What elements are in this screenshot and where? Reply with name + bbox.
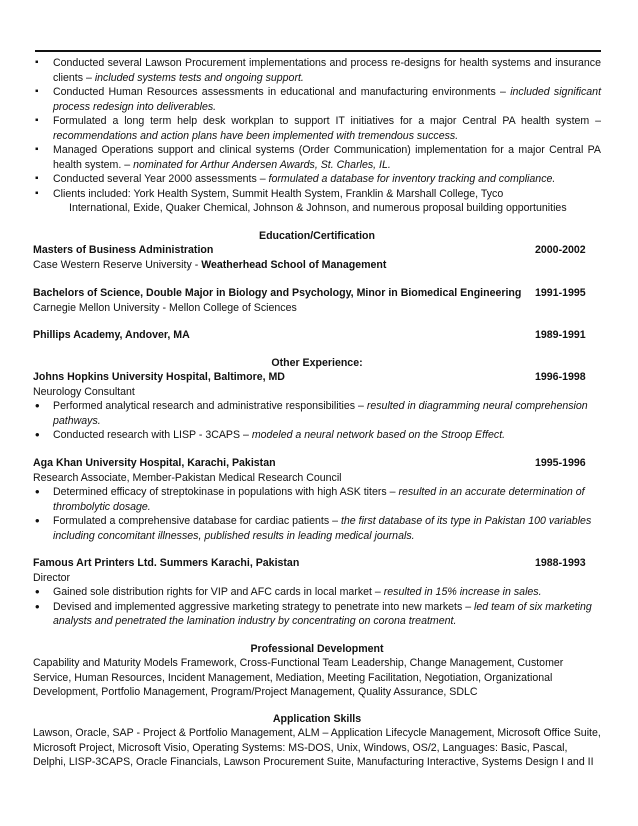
job-years: 1988-1993: [535, 557, 586, 569]
list-item: • Formulated a comprehensive database for cardiac patients – the first database of its type in Pakistan 100 variables including concomitant illnesses, published results in leading medical journals.: [33, 514, 601, 543]
professional-development-text: Capability and Maturity Models Framework, Cross-Functional Team Leadership, Change Management, Customer Service, Human Resources, Incident Management, Mediation, Meeting Facilitation, Negotiation, Organizational Development, Portfolio Management, Program/Project Management, Quality Assurance, SDLC: [33, 657, 564, 698]
professional-development-heading: Professional Development: [250, 643, 384, 655]
job-years: 1995-1996: [535, 457, 586, 469]
list-item: ▪ Formulated a long term help desk workplan to support IT initiatives for a major Central PA health system – recommendations and action plans have been implemented with tremendous success.: [33, 114, 601, 143]
list-item: ▪ Managed Operations support and clinical systems (Order Communication) implementation for a major Central PA health system. – nominated for Arthur Andersen Awards, St. Charles, IL.: [33, 143, 601, 172]
employer-name: Famous Art Printers Ltd. Summers Karachi, Pakistan: [33, 557, 300, 569]
school-line: Case Western Reserve University - Weatherhead School of Management: [33, 258, 387, 271]
job-bullets: [33, 485, 601, 543]
degree-title: Masters of Business Administration: [33, 244, 214, 256]
list-item: • Devised and implemented aggressive marketing strategy to penetrate into new markets – led team of six marketing analysts and penetrated the lamination industry by concentrating on corona treatment.: [33, 600, 601, 629]
job-johns-hopkins: [33, 370, 601, 443]
job-role: Research Associate, Member-Pakistan Medical Research Council: [33, 471, 342, 484]
clients-item: ▪ Clients included: York Health System, Summit Health System, Franklin & Marshall College, Tyco International, Exide, Quaker Chemical, Johnson & Johnson, and numerous proposal building opportunities: [33, 187, 601, 216]
header-rule: [35, 50, 601, 52]
list-item: ▪ Conducted Human Resources assessments in educational and manufacturing environments – included significant process redesign into deliverables.: [33, 85, 601, 114]
school-line: Carnegie Mellon University - Mellon College of Sciences: [33, 301, 297, 314]
other-experience-heading: Other Experience:: [271, 357, 363, 369]
list-item: ▪ Conducted several Year 2000 assessments – formulated a database for inventory tracking and compliance.: [33, 172, 601, 187]
education-entry-bs: [33, 286, 601, 315]
job-bullets: [33, 585, 601, 629]
job-famous-art-printers: [33, 556, 601, 629]
education-entry-academy: [33, 328, 601, 343]
degree-title: Phillips Academy, Andover, MA: [33, 329, 190, 341]
education-entry-mba: [33, 243, 601, 272]
job-role: Director: [33, 571, 71, 584]
degree-years: 1991-1995: [535, 287, 586, 299]
job-aga-khan: [33, 456, 601, 543]
job-years: 1996-1998: [535, 371, 586, 383]
application-skills-heading: Application Skills: [272, 713, 362, 725]
experience-bullet-list: [33, 56, 601, 216]
employer-name: Johns Hopkins University Hospital, Baltimore, MD: [33, 371, 285, 383]
list-item: ▪ Conducted several Lawson Procurement implementations and process re-designs for health systems and insurance clients – included systems tests and ongoing support.: [33, 56, 601, 85]
employer-name: Aga Khan University Hospital, Karachi, Pakistan: [33, 457, 276, 469]
degree-years: 2000-2002: [535, 244, 586, 256]
education-heading: Education/Certification: [259, 230, 375, 242]
list-item: • Determined efficacy of streptokinase in populations with high ASK titers – resulted in an accurate determination of thrombolytic dosage.: [33, 485, 601, 514]
list-item: • Performed analytical research and administrative responsibilities – resulted in diagramming neural comprehension pathways.: [33, 399, 601, 428]
degree-title: Bachelors of Science, Double Major in Biology and Psychology, Minor in Biomedical Engineering: [33, 287, 522, 299]
job-role: Neurology Consultant: [33, 385, 135, 398]
list-item: • Gained sole distribution rights for VIP and AFC cards in local market – resulted in 15% increase in sales.: [33, 585, 601, 600]
application-skills-text: Lawson, Oracle, SAP - Project & Portfolio Management, ALM – Application Lifecycle Management, Microsoft Office Suite, Microsoft Project, Microsoft Visio, Operating Systems: MS-DOS, Unix, Windows, OS/2, Languages: Basic, Pascal, Delphi, LISP-3CAPS, Oracle Financials, Lawson Procurement Suite, Manufacturing Interactive, Systems Design I and II: [33, 727, 601, 768]
list-item: • Conducted research with LISP - 3CAPS – modeled a neural network based on the Stroop Effect.: [33, 428, 601, 443]
degree-years: 1989-1991: [535, 329, 586, 341]
job-bullets: [33, 399, 601, 443]
